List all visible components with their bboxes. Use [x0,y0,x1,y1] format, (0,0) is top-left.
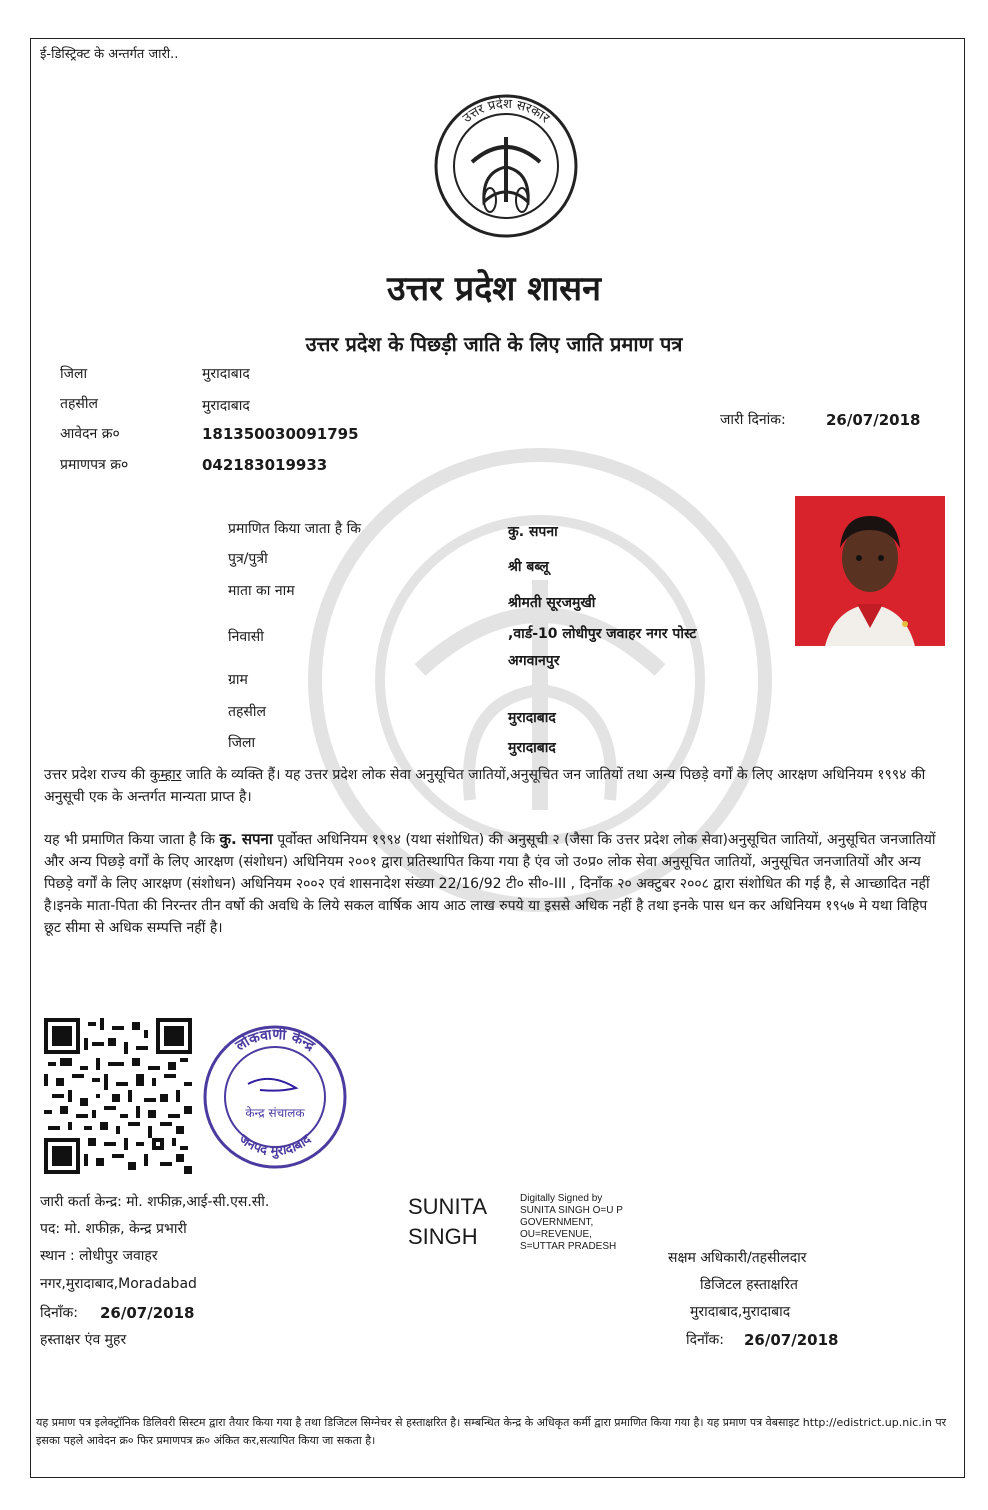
seal-top-text: लोकवाणी केन्द्र [233,1026,318,1055]
svg-text:लोकवाणी केन्द्र [232,1026,318,1055]
issuer-place-line1: स्थान : लोधीपुर जवाहर [40,1248,158,1264]
footer-note: यह प्रमाण पत्र इलेक्ट्रॉनिक डिलिवरी सिस्टम द्वारा तैयार किया गया है तथा डिजिटल सिग्नेचर से हस्ताक्षरित है। सम्बन्धित केन्द्र के अधिकृत कर्मी द्वारा प्रमाणित किया गया है। यह प्रमाण पत्र वेबसाइट http://edistrict.up.nic.in पर इसका पहले आवेदन क्र० फिर प्रमाणपत्र क्र० अंकित कर,सत्यापित किया जा सकता है। [36,1416,947,1447]
certificate-number-label: प्रमाणपत्र क्र० [60,457,129,473]
authority-date-value: 26/07/2018 [744,1331,839,1349]
digital-signer-name: SUNITA SINGH [408,1194,488,1249]
statement-applicant-name: कु. सपना [219,830,273,848]
resident-label: निवासी [228,629,264,645]
svg-text:उत्तर प्रदेश सरकार [460,96,553,127]
certified-label: प्रमाणित किया जाता है कि [228,521,362,537]
district-value: मुरादाबाद [202,366,250,382]
applicant-photo [795,496,945,646]
village-label: ग्राम [228,672,248,688]
seal-middle-text: केन्द्र संचालक [245,1106,305,1120]
tehsil-label: तहसील [60,396,98,412]
authority-digital-signed: डिजिटल हस्ताक्षरित [700,1277,798,1293]
father-name: श्री बब्लू [508,559,549,575]
certificate-number: 042183019933 [202,456,328,474]
seal-bottom-text: जनपद मुरादाबाद [235,1132,315,1160]
authority-place: मुरादाबाद,मुरादाबाद [690,1304,791,1320]
issuer-date-label: दिनाँक: [40,1305,78,1321]
svg-text:जनपद मुरादाबाद [235,1131,315,1159]
issue-date-label: जारी दिनांक: [720,412,786,428]
lokvani-kendra-seal [200,1022,350,1172]
issuer-post: पद: मो. शफीक़, केन्द्र प्रभारी [40,1221,187,1237]
tehsil-value: मुरादाबाद [202,398,250,414]
emblem-text: उत्तर प्रदेश सरकार [459,96,553,127]
issue-date-value: 26/07/2018 [826,411,921,429]
digital-signature-details: Digitally Signed by SUNITA SINGH O=U P GOVERNMENT, OU=REVENUE, S=UTTAR PRADESH [520,1193,623,1252]
person-tehsil-value: मुरादाबाद [508,710,556,726]
mother-name: श्रीमती सूरजमुखी [508,595,596,611]
caste-name: कुम्हार [149,767,182,783]
caste-statement: उत्तर प्रदेश राज्य की कुम्हार जाति के व्यक्ति हैं। यह उत्तर प्रदेश लोक सेवा अनुसूचित जातियों,अनुसूचित जन जातियों तथा अन्य पिछड़े वर्गों के लिए आरक्षण अधिनियम १९९४ की अनुसूची एक के अन्तर्गत मान्यता प्राप्त है। [44,767,926,805]
resident-address-line1: ,वार्ड-10 लोधीपुर जवाहर नगर पोस्ट [508,626,697,642]
mother-label: माता का नाम [228,583,295,599]
application-label: आवेदन क्र० [60,426,120,442]
authority-date-label: दिनाँक: [686,1332,724,1348]
qr-code [44,1018,192,1174]
issuer-signature-label: हस्ताक्षर एंव मुहर [40,1332,127,1348]
person-tehsil-label: तहसील [228,704,266,720]
parent-label: पुत्र/पुत्री [228,551,268,567]
issuing-center: जारी कर्ता केन्द्र: मो. शफीक़,आई-सी.एस.सी. [40,1194,270,1210]
page-title: उत्तर प्रदेश शासन [386,269,601,309]
certificate-subtitle: उत्तर प्रदेश के पिछड़ी जाति के लिए जाति प्रमाण पत्र [305,332,683,356]
authority-title: सक्षम अधिकारी/तहसीलदार [668,1250,807,1266]
issuer-date-value: 26/07/2018 [100,1304,195,1322]
application-number: 181350030091795 [202,425,359,443]
header-note: ई-डिस्ट्रिक्ट के अन्तर्गत जारी.. [40,47,179,62]
resident-address-line2: अगवानपुर [508,653,560,669]
applicant-name: कु. सपना [508,524,558,540]
person-district-value: मुरादाबाद [508,740,556,756]
issuer-place-line2: नगर,मुरादाबाद,Moradabad [40,1276,197,1292]
up-government-emblem-icon [432,92,580,240]
creamy-layer-statement: यह भी प्रमाणित किया जाता है कि कु. सपना पूर्वोक्त अधिनियम १९९४ (यथा संशोधित) की अनुसूची २ (जैसा कि उत्तर प्रदेश लोक सेवा)अनुसूचित जातियों, अनुसूचित जनजातियों और अन्य पिछड़े वर्गों के लिए आरक्षण (संशोधन) अधिनियम २००१ द्वारा प्रतिस्थापित किया गया है एंव जो उ०प्र० लोक सेवा अनुसूचित जातियों, अनुसूचित जनजातियों और अन्य पिछड़े वर्गों के लिए आरक्षण (संशोधन) अधिनियम २००२ एवं शासनादेश संख्या 22/16/92 टी० सी०-III , दिनाँक २० अक्टुबर २००८ द्वारा संशोधित की गई है, से आच्छादित नहीं है।इनके माता-पिता की निरन्तर तीन वर्षो की अवधि के लिये सकल वार्षिक आय आठ लाख रुपये या इससे अधिक नहीं है तथा इनके पास धन कर अधिनियम १९५७ मे यथा विहिप छूट सीमा से अधिक सम्पत्ति नहीं है। [44,830,936,936]
person-district-label: जिला [228,735,256,751]
district-label: जिला [60,366,88,382]
